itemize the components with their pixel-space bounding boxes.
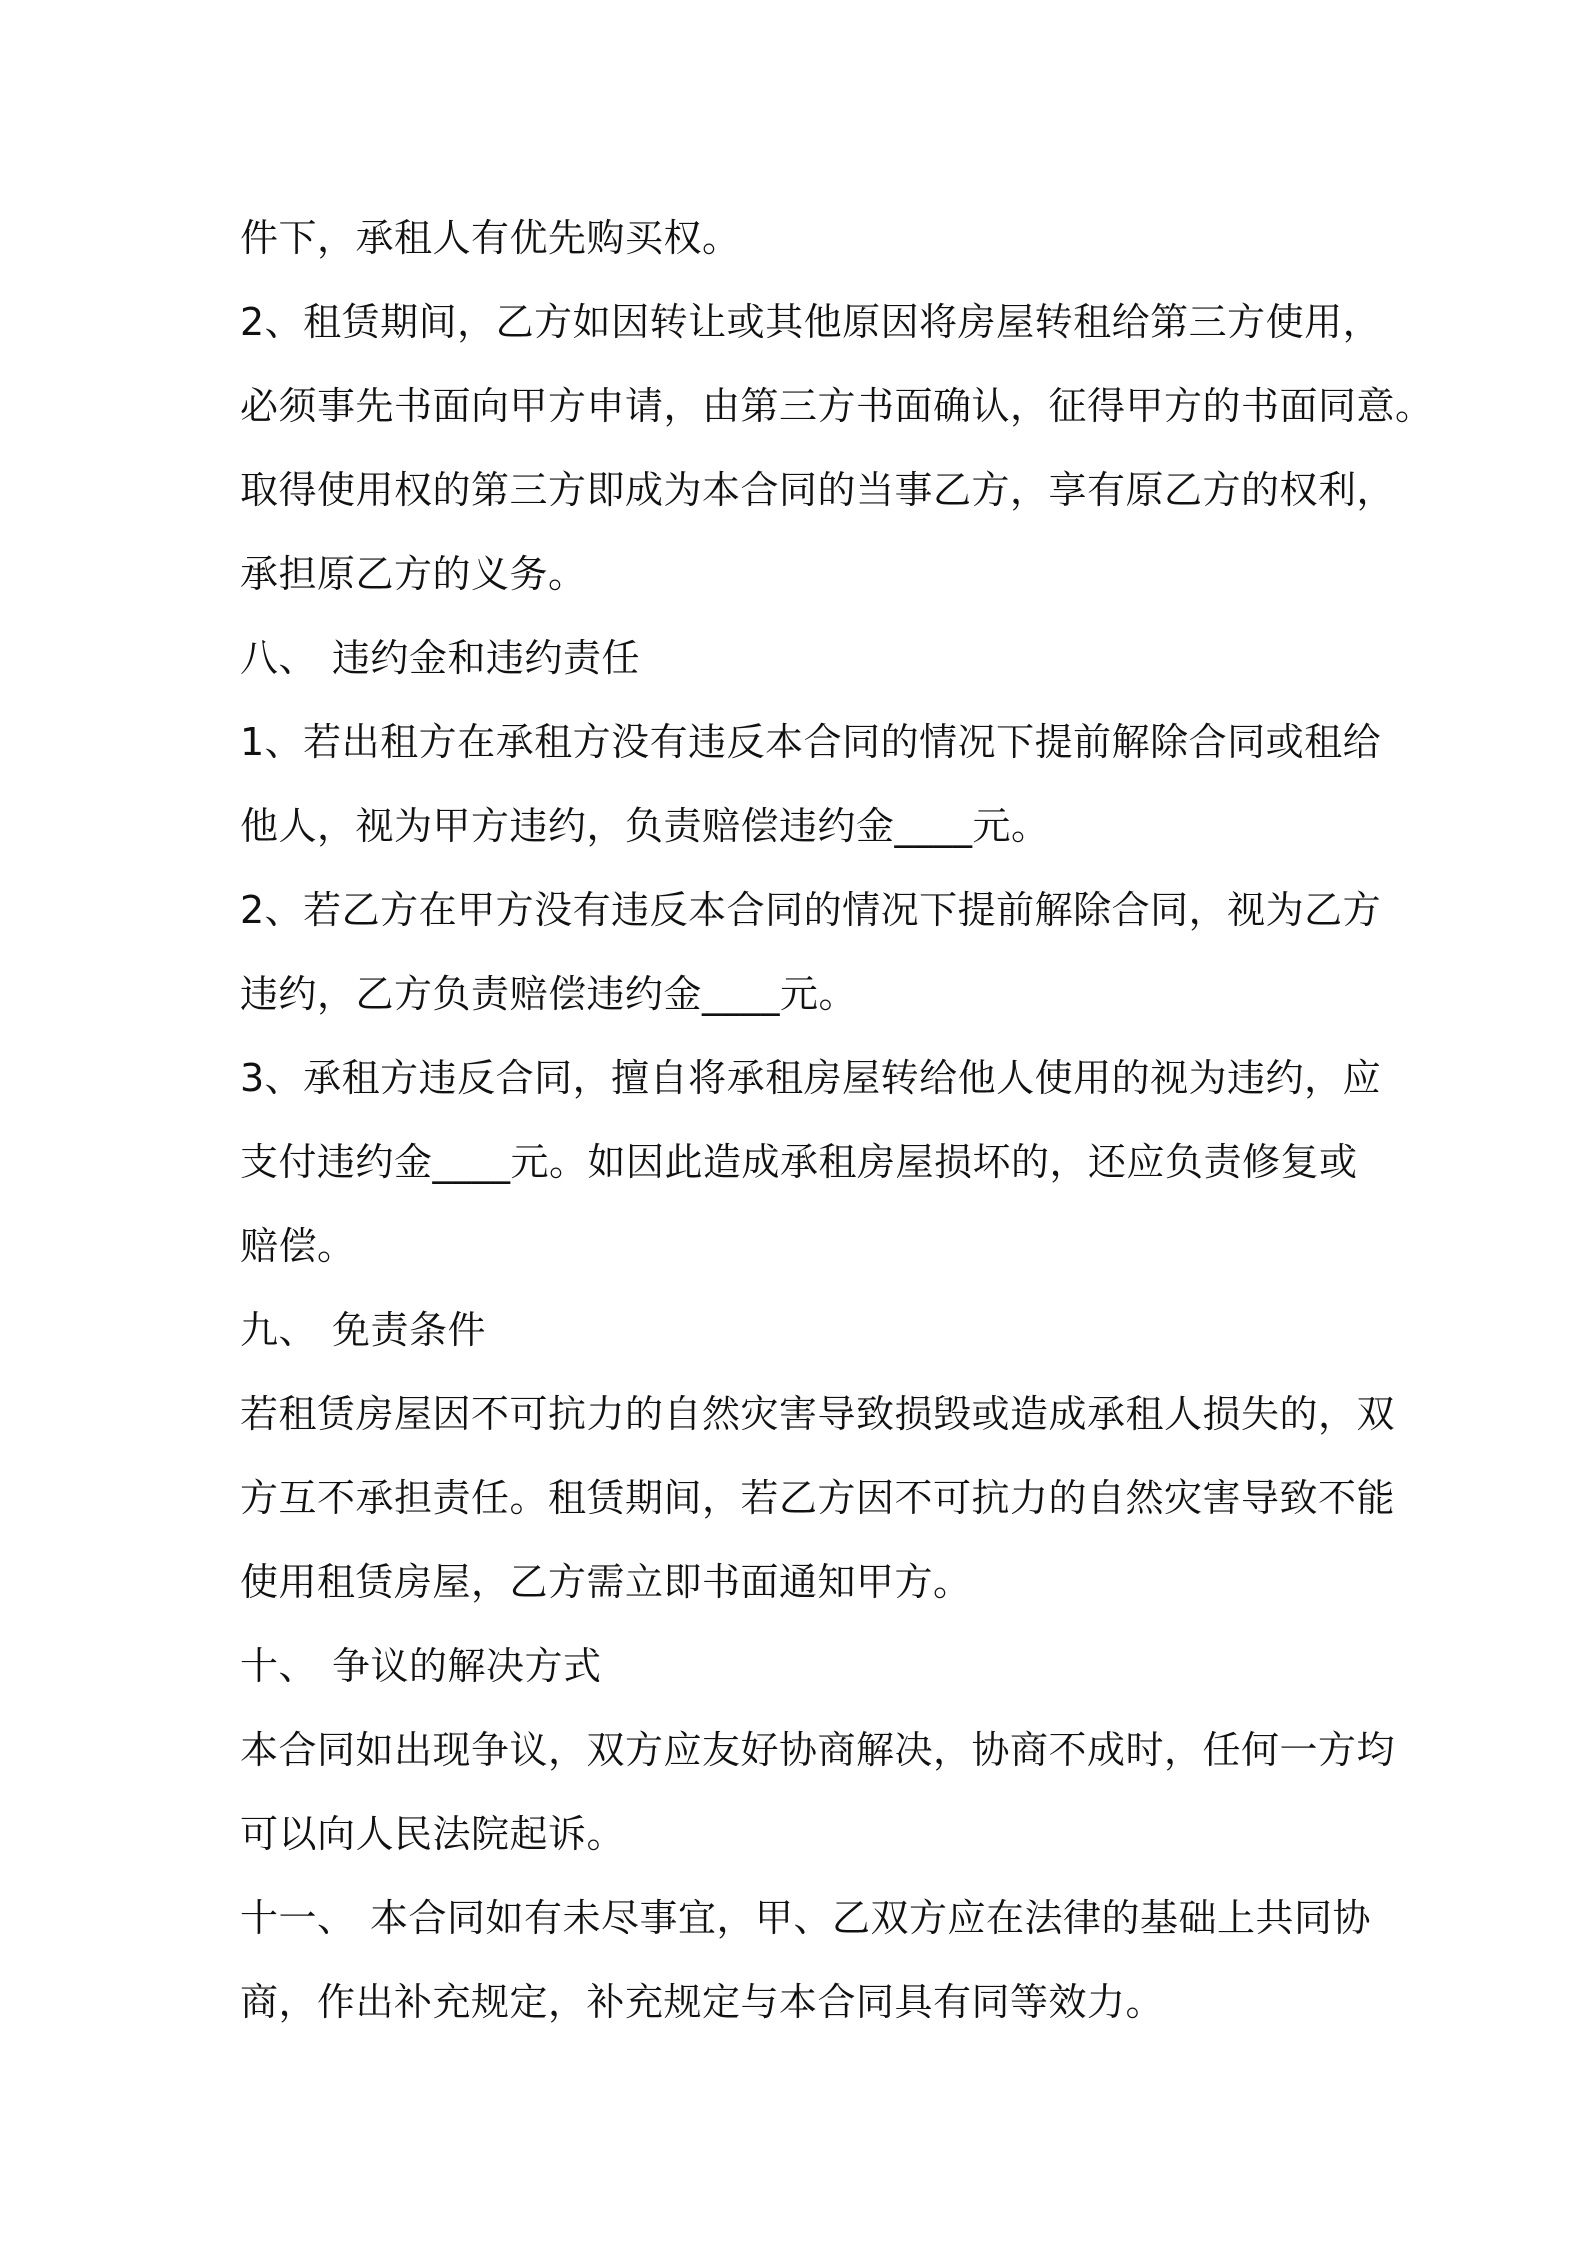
document-content	[240, 196, 1434, 2044]
paragraph	[240, 1036, 1382, 1288]
text-line: 必须事先书面向甲方申请，由第三方书面确认，征得甲方的书面同意。	[240, 384, 1434, 428]
text-line: 1、若出租方在承租方没有违反本合同的情况下提前解除合同或租给	[240, 720, 1382, 764]
section-number: 八、	[240, 636, 318, 680]
text-line: 支付违约金____元。如因此造成承租房屋损坏的，还应负责修复或	[240, 1140, 1358, 1184]
text-line: 可以向人民法院起诉。	[240, 1812, 626, 1856]
paragraph	[240, 196, 1360, 280]
paragraph	[240, 1372, 1396, 1624]
section-number: 十一、	[240, 1896, 356, 1940]
section-heading	[240, 616, 1360, 700]
clause-first-line	[240, 1876, 1372, 1960]
text-line: 商，作出补充规定，补充规定与本合同具有同等效力。	[240, 1980, 1165, 2024]
text-line: 他人，视为甲方违约，负责赔偿违约金____元。	[240, 804, 1050, 848]
text-line: 取得使用权的第三方即成为本合同的当事乙方，享有原乙方的权利，	[240, 468, 1396, 512]
paragraph	[240, 280, 1434, 616]
text-line: 2、租赁期间，乙方如因转让或其他原因将房屋转租给第三方使用，	[240, 300, 1382, 344]
paragraph	[240, 700, 1382, 868]
section-title: 违约金和违约责任	[332, 636, 641, 680]
numbered-clause	[240, 1876, 1372, 2044]
text-line: 承担原乙方的义务。	[240, 552, 587, 596]
text-line: 本合同如出现争议，双方应友好协商解决，协商不成时，任何一方均	[240, 1728, 1396, 1772]
section-number: 十、	[240, 1644, 318, 1688]
text-line: 若租赁房屋因不可抗力的自然灾害导致损毁或造成承租人损失的，双	[240, 1392, 1396, 1436]
section-title: 免责条件	[332, 1308, 487, 1352]
text-line: 3、承租方违反合同，擅自将承租房屋转给他人使用的视为违约，应	[240, 1056, 1382, 1100]
paragraph	[240, 868, 1382, 1036]
text-line: 2、若乙方在甲方没有违反本合同的情况下提前解除合同，视为乙方	[240, 888, 1382, 932]
paragraph	[240, 1708, 1396, 1876]
text-line: 赔偿。	[240, 1224, 356, 1268]
text-line: 使用租赁房屋，乙方需立即书面通知甲方。	[240, 1560, 972, 1604]
clause-text: 本合同如有未尽事宜，甲、乙双方应在法律的基础上共同协	[370, 1896, 1372, 1940]
text-line: 方互不承担责任。租赁期间，若乙方因不可抗力的自然灾害导致不能	[240, 1476, 1396, 1520]
section-title: 争议的解决方式	[332, 1644, 602, 1688]
section-heading	[240, 1288, 1360, 1372]
text-line: 违约，乙方负责赔偿违约金____元。	[240, 972, 858, 1016]
section-heading	[240, 1624, 1360, 1708]
section-number: 九、	[240, 1308, 318, 1352]
text-line: 件下，承租人有优先购买权。	[240, 216, 741, 260]
